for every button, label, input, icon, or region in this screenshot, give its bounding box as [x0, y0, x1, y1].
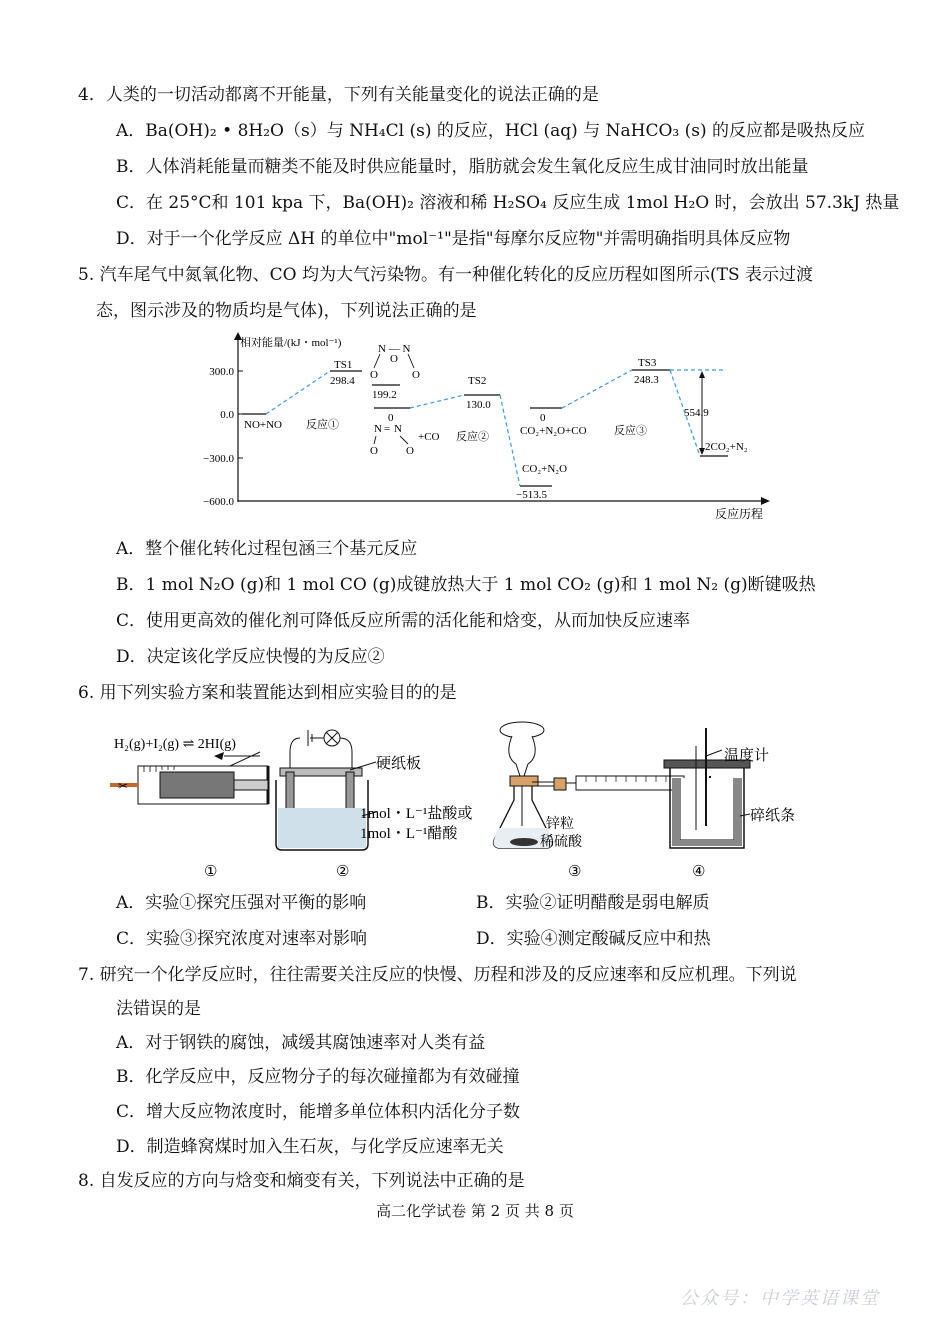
label-low-val: −513.5: [516, 489, 547, 501]
q7-option-d: D．制造蜂窝煤时加入生石灰，与化学反应速率无关: [116, 1137, 504, 1157]
x-axis-label: 反应历程: [715, 507, 764, 521]
label-int2-n1: N: [374, 423, 382, 435]
q7-stem-line1: 7. 研究一个化学反应时，往往需要关注反应的快慢、历程和涉及的反应速率和反应机理。下列说: [78, 965, 797, 985]
apparatus-label-2: ②: [336, 864, 350, 880]
label-ts1-val: 298.4: [330, 375, 355, 387]
label-paper: 碎纸条: [750, 808, 796, 824]
q4-option-d: D．对于一个化学反应 ΔH 的单位中"mol⁻¹"是指"每摩尔反应物"并需明确指明具体反应物: [116, 229, 791, 249]
label-int1-nn: N — N: [378, 343, 411, 355]
q7-option-b: B．化学反应中，反应物分子的每次碰撞都为有效碰撞: [116, 1067, 520, 1087]
label-int2-n2: N: [394, 423, 402, 435]
tick-0: 0.0: [220, 409, 234, 421]
q5-stem-line1: 5. 汽车尾气中氮氧化物、CO 均为大气污染物。有一种催化转化的反应历程如图所示(TS 表示过渡: [78, 265, 813, 285]
q6-option-d: D．实验④测定酸碱反应中和热: [476, 929, 711, 949]
apparatus-label-3: ③: [568, 864, 582, 880]
label-ts2-val: 130.0: [466, 399, 491, 411]
y-axis-label: 相对能量/(kJ・mol⁻¹): [240, 337, 342, 349]
q6-stem: 6. 用下列实验方案和装置能达到相应实验目的的是: [78, 683, 457, 703]
q7-option-c: C．增大反应物浓度时，能增多单位体积内活化分子数: [116, 1102, 521, 1122]
label-ts3-val: 248.3: [634, 374, 659, 386]
q5-option-c: C．使用更高效的催化剂可降低反应所需的活化能和焓变，从而加快反应速率: [116, 611, 691, 631]
label-h2so4: 稀硫酸: [540, 835, 582, 850]
label-end: 2CO₂+N₂: [705, 441, 748, 453]
label-r3: 反应③: [614, 425, 647, 437]
tick-neg600: −600.0: [203, 496, 234, 508]
q5-stem-line2: 态，图示涉及的物质均是气体)，下列说法正确的是: [96, 301, 477, 321]
energy-profile-chart: [200, 328, 780, 528]
x-axis-arrow: [761, 497, 770, 505]
equation-label: H₂(g)+I₂(g) ⇌ 2HI(g): [114, 737, 236, 752]
q4-option-a: A．Ba(OH)₂ • 8H₂O（s）与 NH₄Cl (s) 的反应，HCl (aq) 与 NaHCO₃ (s) 的反应都是吸热反应: [116, 121, 866, 141]
label-ts3: TS3: [638, 357, 657, 369]
svg-text:✂: ✂: [118, 779, 129, 793]
label-int2-bond: =: [384, 423, 391, 435]
apparatus-2-conductivity: [276, 730, 472, 850]
q6-option-a: A．实验①探究压强对平衡的影响: [116, 893, 367, 913]
label-int1-o2: O: [412, 369, 420, 381]
label-start: NO+NO: [244, 419, 282, 431]
label-mid-name: CO₂+N₂O+CO: [520, 425, 587, 437]
q5-option-b: B．1 mol N₂O (g)和 1 mol CO (g)成键放热大于 1 mol CO₂ (g)和 1 mol N₂ (g)断键吸热: [116, 575, 816, 595]
apparatus-1-syringe: [110, 737, 268, 804]
q4-stem: 4．人类的一切活动都离不开能量，下列有关能量变化的说法正确的是: [78, 85, 599, 105]
apparatus-label-1: ①: [204, 864, 218, 880]
chart-labels: [244, 343, 748, 501]
page-footer: 高二化学试卷 第 2 页 共 8 页: [376, 1202, 574, 1220]
q8-stem: 8. 自发反应的方向与焓变和熵变有关，下列说法中正确的是: [78, 1171, 525, 1191]
label-acid-1: 1mol・L⁻¹盐酸或: [360, 806, 473, 822]
apparatus-4-calorimeter: [664, 728, 795, 848]
q7-option-a: A．对于钢铁的腐蚀，减缓其腐蚀速率对人类有益: [116, 1033, 486, 1053]
label-int2-val: 0: [388, 412, 394, 424]
q6-option-b: B．实验②证明醋酸是弱电解质: [476, 893, 710, 913]
gap-arrow-top: [699, 371, 705, 378]
q6-option-c: C．实验③探究浓度对速率对影响: [116, 929, 368, 949]
label-gap: 554.9: [684, 407, 709, 419]
label-int2-o1: O: [370, 445, 378, 457]
watermark: 公众号：中学英语课堂: [680, 1288, 880, 1309]
label-zinc: 锌粒: [546, 817, 574, 832]
tick-300: 300.0: [209, 366, 234, 378]
label-acid-2: 1mol・L⁻¹醋酸: [360, 826, 458, 842]
label-ts1: TS1: [334, 359, 353, 371]
apparatus-label-4: ④: [692, 864, 706, 880]
label-int1-o3: O: [390, 353, 398, 365]
label-r1: 反应①: [306, 419, 339, 431]
y-ticks: [203, 366, 243, 508]
label-board: 硬纸板: [376, 756, 422, 772]
label-int1-val: 199.2: [372, 389, 397, 401]
apparatus-figure: [100, 716, 820, 884]
q5-option-a: A．整个催化转化过程包涵三个基元反应: [116, 539, 418, 559]
label-therm: 温度计: [724, 748, 770, 764]
label-mid-val: 0: [540, 412, 546, 424]
q4-option-b: B．人体消耗能量而糖类不能及时供应能量时，脂肪就会发生氧化反应生成甘油同时放出能量: [116, 157, 809, 177]
label-low-name: CO₂+N₂O: [522, 463, 568, 475]
label-r2: 反应②: [456, 431, 489, 443]
tick-neg300: −300.0: [203, 453, 234, 465]
q7-stem-line2: 法错误的是: [116, 999, 201, 1019]
q4-option-c: C．在 25°C和 101 kpa 下，Ba(OH)₂ 溶液和稀 H₂SO₄ 反应生成 1mol H₂O 时，会放出 57.3kJ 热量: [116, 193, 900, 213]
label-ts2: TS2: [468, 375, 487, 387]
label-co: +CO: [418, 431, 440, 443]
q5-option-d: D．决定该化学反应快慢的为反应②: [116, 647, 385, 667]
label-int1-o1: O: [370, 369, 378, 381]
label-int2-o2: O: [406, 445, 414, 457]
